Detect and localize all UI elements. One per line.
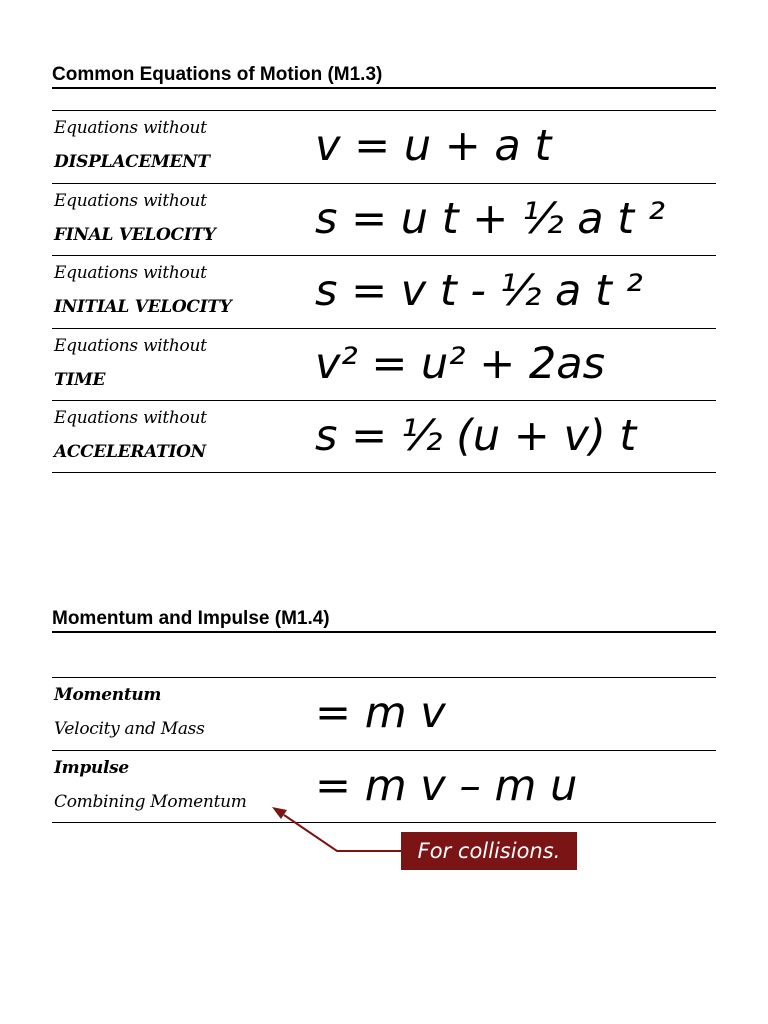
row-label-missing-quantity: TIME: [54, 370, 106, 390]
row-label-description: Combining Momentum: [54, 792, 247, 812]
table-row: [52, 328, 716, 400]
table-row: [52, 183, 716, 255]
formula: = m v: [315, 688, 446, 738]
section-heading-momentum-impulse: Momentum and Impulse (M1.4): [52, 608, 716, 633]
formula: s = u t + ½ a t ²: [315, 194, 666, 244]
row-label-missing-quantity: DISPLACEMENT: [54, 152, 210, 172]
row-label-term: Momentum: [54, 685, 162, 705]
momentum-impulse-table: [52, 677, 716, 823]
callout-for-collisions: For collisions.: [401, 832, 577, 870]
row-label-missing-quantity: INITIAL VELOCITY: [54, 297, 232, 317]
row-label-missing-quantity: ACCELERATION: [54, 442, 206, 462]
section-heading-equations-of-motion: Common Equations of Motion (M1.3): [52, 64, 716, 89]
row-label-term: Impulse: [54, 758, 129, 778]
row-label-intro: Equations without: [54, 263, 207, 283]
table-row: [52, 750, 716, 823]
formula: s = v t - ½ a t ²: [315, 266, 643, 316]
row-label-missing-quantity: FINAL VELOCITY: [54, 225, 216, 245]
row-label-intro: Equations without: [54, 336, 207, 356]
row-label-intro: Equations without: [54, 408, 207, 428]
formula: s = ½ (u + v) t: [315, 411, 637, 461]
equations-of-motion-table: [52, 110, 716, 473]
table-row: [52, 677, 716, 750]
row-label-description: Velocity and Mass: [54, 719, 205, 739]
row-label-intro: Equations without: [54, 118, 207, 138]
formula: v² = u² + 2as: [315, 339, 606, 389]
formula: = m v – m u: [315, 761, 578, 811]
table-row: [52, 255, 716, 328]
formula: v = u + a t: [315, 121, 552, 171]
table-row: [52, 400, 716, 473]
table-row: [52, 110, 716, 183]
row-label-intro: Equations without: [54, 191, 207, 211]
